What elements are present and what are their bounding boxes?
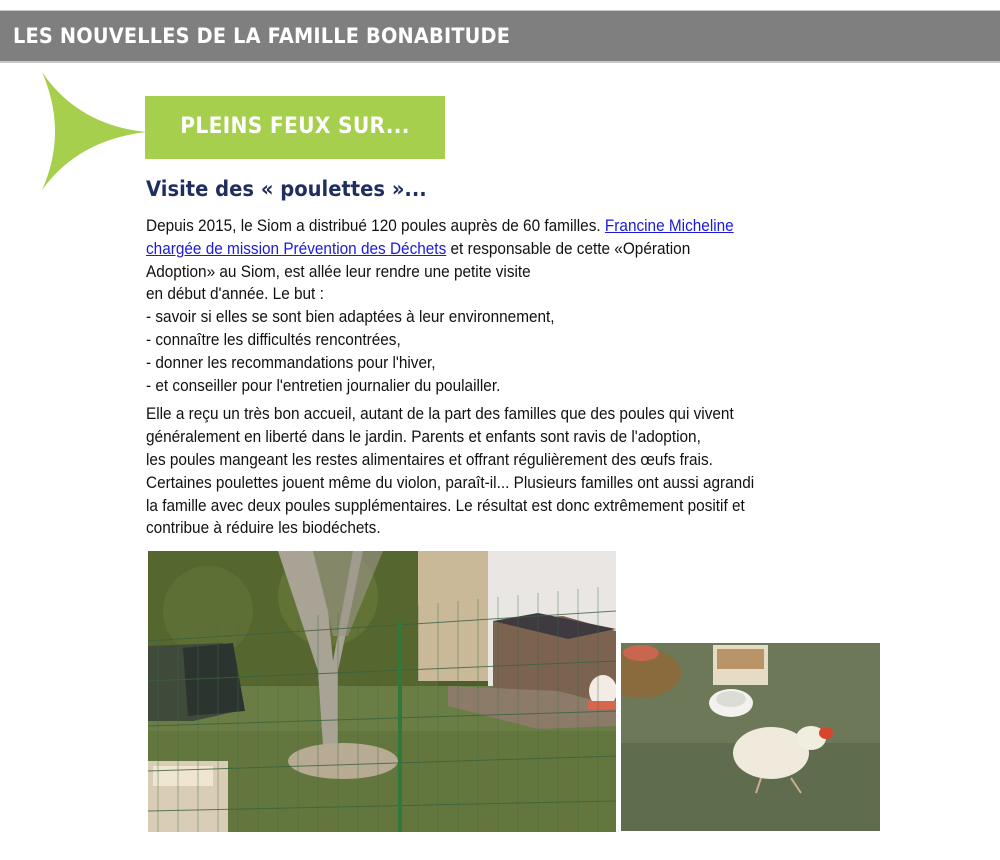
goal-item: - connaître les difficultés rencontrées, bbox=[146, 330, 401, 349]
section-badge bbox=[145, 96, 445, 159]
paragraph-line: Elle a reçu un très bon accueil, autant de la part des familles que des poules qui vivent bbox=[146, 405, 734, 424]
article-body bbox=[146, 215, 906, 540]
goal-item: - savoir si elles se sont bien adaptées à leur environnement, bbox=[146, 308, 555, 327]
paragraph-line: Certaines poulettes jouent même du violon, paraît-il... Plusieurs familles ont aussi agrandi bbox=[146, 473, 755, 492]
article-title: Visite des « poulettes »... bbox=[146, 177, 427, 201]
newsletter-title: LES NOUVELLES DE LA FAMILLE BONABITUDE bbox=[13, 24, 511, 48]
intro-line-2 bbox=[146, 238, 853, 261]
intro-line-1 bbox=[146, 215, 853, 238]
intro-line-4: en début d'année. Le but : bbox=[146, 285, 324, 304]
green-spark-icon bbox=[38, 70, 148, 192]
white-hen-photo bbox=[621, 643, 880, 831]
contact-link-role[interactable]: chargée de mission Prévention des Déchets bbox=[146, 239, 447, 258]
paragraph-line: contribue à réduire les biodéchets. bbox=[146, 519, 381, 538]
contact-link[interactable]: Francine Micheline bbox=[604, 217, 734, 235]
intro-line-3: Adoption» au Siom, est allée leur rendre une petite visite bbox=[146, 262, 531, 281]
paragraph-line: la famille avec deux poules supplémentaires. Le résultat est donc extrêmement positif et bbox=[146, 496, 745, 515]
garden-henhouse-photo bbox=[148, 551, 616, 832]
paragraph-line: les poules mangeant les restes alimentaires et offrant régulièrement des œufs frais. bbox=[146, 450, 713, 469]
goal-item: - donner les recommandations pour l'hiver, bbox=[146, 353, 436, 372]
header-banner bbox=[0, 10, 1000, 63]
goal-item: - et conseiller pour l'entretien journalier du poulailler. bbox=[146, 376, 501, 395]
paragraph-line: généralement en liberté dans le jardin. Parents et enfants sont ravis de l'adoption, bbox=[146, 428, 701, 447]
intro-text: Depuis 2015, le Siom a distribué 120 poules auprès de 60 familles. bbox=[146, 217, 605, 235]
intro-text: et responsable de cette «Opération bbox=[446, 239, 691, 258]
section-badge-label: PLEINS FEUX SUR... bbox=[180, 114, 410, 139]
